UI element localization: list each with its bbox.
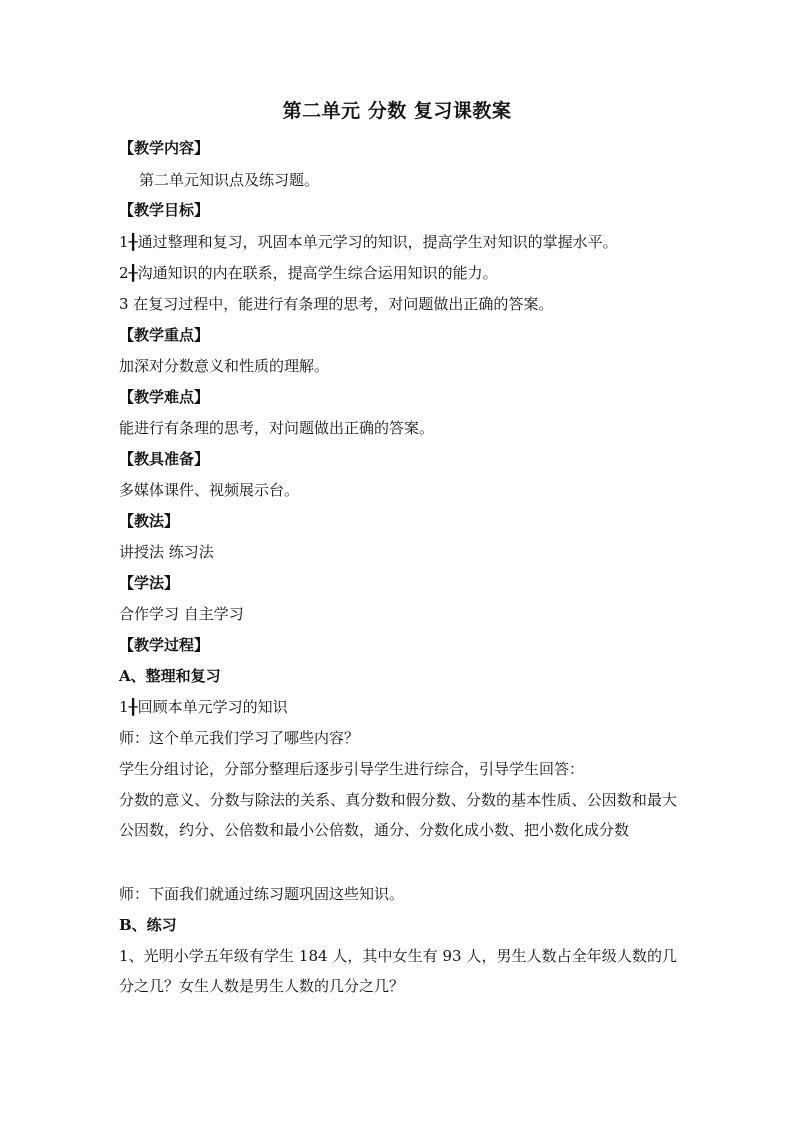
- part-b-heading: B、练习: [119, 916, 177, 934]
- tools-text: 多媒体课件、视频展示台。: [119, 481, 300, 499]
- process-heading: 【教学过程】: [119, 636, 210, 654]
- part-a-item-2: 师：这个单元我们学习了哪些内容？: [119, 729, 360, 747]
- content-heading: 【教学内容】: [119, 139, 210, 157]
- learning-method-text: 合作学习 自主学习: [119, 605, 244, 623]
- teaching-method-heading: 【教法】: [119, 512, 180, 530]
- content-text: 第二单元知识点及练习题。: [139, 171, 320, 189]
- part-a-item-3: 学生分组讨论，分部分整理后逐步引导学生进行综合，引导学生回答：: [119, 760, 585, 778]
- part-a-heading: A、整理和复习: [119, 667, 221, 685]
- goal-item-1: 1╂通过整理和复习，巩固本单元学习的知识，提高学生对知识的掌握水平。: [119, 233, 618, 251]
- part-a-item-4: 分数的意义、分数与除法的关系、真分数和假分数、分数的基本性质、公因数和最大公因数，约分、公倍数和最小公倍数，通分、分数化成小数、把小数化成分数: [119, 791, 677, 839]
- key-point-text: 加深对分数意义和性质的理解。: [119, 357, 330, 375]
- difficulty-heading: 【教学难点】: [119, 388, 210, 406]
- part-b-item-1: 1、光明小学五年级有学生 184 人，其中女生有 93 人，男生人数占全年级人数的几分之几？女生人数是男生人数的几分之几？: [119, 947, 677, 995]
- teaching-method-text: 讲授法 练习法: [119, 543, 214, 561]
- goal-item-2: 2╂沟通知识的内在联系，提高学生综合运用知识的能力。: [119, 264, 498, 282]
- part-a-item-5: 师：下面我们就通过练习题巩固这些知识。: [119, 885, 405, 903]
- tools-heading: 【教具准备】: [119, 450, 210, 468]
- key-point-heading: 【教学重点】: [119, 326, 210, 344]
- goal-item-3: 3 在复习过程中，能进行有条理的思考，对问题做出正确的答案。: [119, 295, 554, 313]
- learning-method-heading: 【学法】: [119, 574, 180, 592]
- difficulty-text: 能进行有条理的思考，对问题做出正确的答案。: [119, 419, 435, 437]
- goals-heading: 【教学目标】: [119, 201, 210, 219]
- part-a-item-1: 1╂回顾本单元学习的知识: [119, 698, 288, 716]
- page-title: 第二单元 分数 复习课教案: [282, 100, 512, 122]
